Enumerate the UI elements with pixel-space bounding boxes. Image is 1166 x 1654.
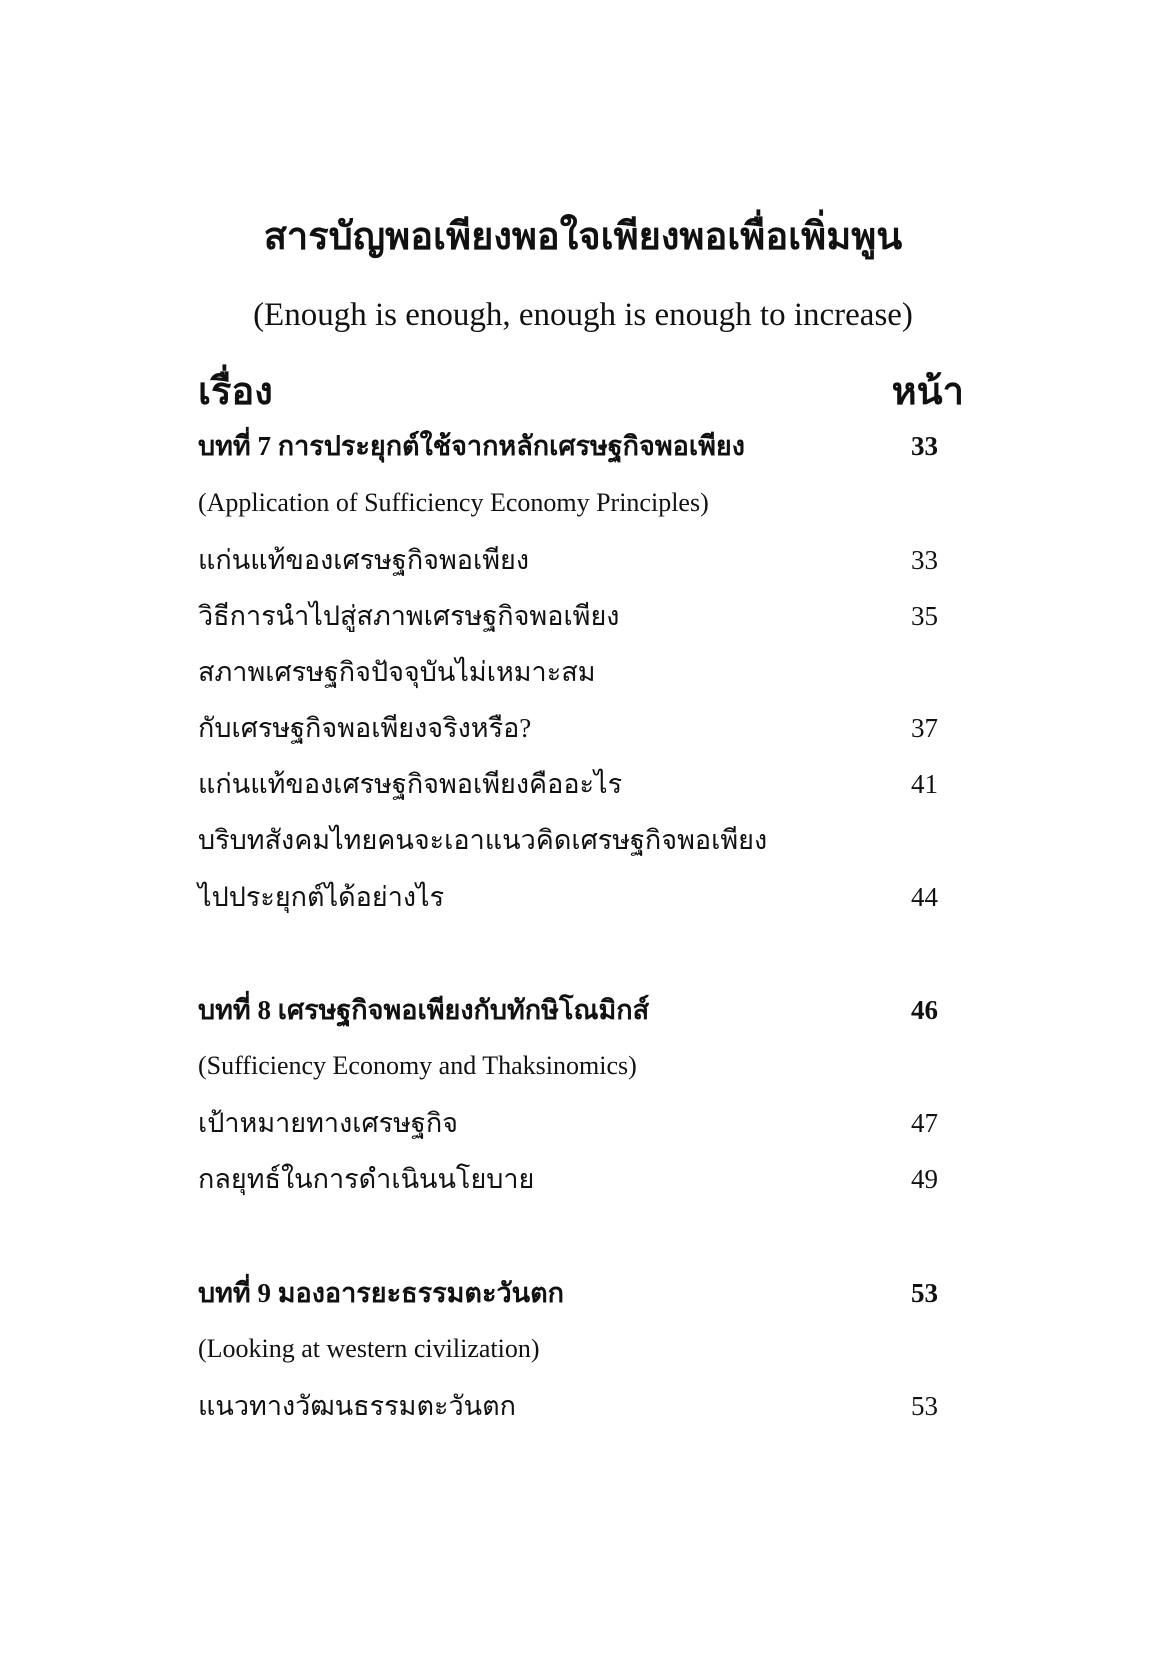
toc-page-number: 46 [911,995,938,1025]
toc-page-number: 33 [911,431,938,461]
toc-chapter-7 [198,426,938,466]
toc-page-number: 33 [911,545,938,575]
toc-entry [198,1159,938,1199]
toc-entry [198,596,938,636]
toc-entry [198,540,938,580]
page-subtitle: (Enough is enough, enough is enough to increase) [253,297,913,333]
toc-entry-text: บทที่ 8 เศรษฐกิจพอเพียงกับทักษิโณมิกส์ [198,995,650,1025]
toc-entry [198,877,938,917]
toc-entry-text: กับเศรษฐกิจพอเพียงจริงหรือ? [198,713,532,743]
toc-entry-text: แก่นแท้ของเศรษฐกิจพอเพียงคืออะไร [198,769,623,799]
toc-entry-text: บริบทสังคมไทยคนจะเอาแนวคิดเศรษฐกิจพอเพียง [198,825,768,855]
toc-chapter-8-english [198,1046,938,1086]
toc-chapter-8 [198,990,938,1030]
toc-page-number: 49 [911,1164,938,1194]
toc-page-number: 35 [911,601,938,631]
toc-chapter-9 [198,1273,938,1313]
page-title: สารบัญพอเพียงพอใจเพียงพอเพื่อเพิ่มพูน [263,216,903,258]
toc-entry [198,1386,938,1426]
toc-entry-text: แก่นแท้ของเศรษฐกิจพอเพียง [198,545,530,575]
toc-entry-text: กลยุทธ์ในการดำเนินนโยบาย [198,1164,535,1194]
toc-entry-text: (Application of Sufficiency Economy Principles) [198,488,709,517]
toc-entry [198,1103,938,1143]
toc-page-number: 37 [911,713,938,743]
toc-entry-text: เป้าหมายทางเศรษฐกิจ [198,1108,458,1138]
toc-entry-text: สภาพเศรษฐกิจปัจจุบันไม่เหมาะสม [198,657,596,687]
topic-column-header: เรื่อง [198,371,273,413]
toc-entry-text: วิธีการนำไปสู่สภาพเศรษฐกิจพอเพียง [198,601,620,631]
toc-page-number: 53 [911,1391,938,1421]
page-column-header: หน้า [891,371,964,413]
toc-entry-text: (Looking at western civilization) [198,1334,540,1363]
toc-entry-text: ไปประยุกต์ได้อย่างไร [198,882,445,912]
toc-entry-text: บทที่ 9 มองอารยะธรรมตะวันตก [198,1278,564,1308]
toc-page-number: 41 [911,769,938,799]
toc-entry [198,820,938,860]
toc-entry [198,764,938,804]
toc-chapter-9-english [198,1329,938,1369]
toc-entry-text: (Sufficiency Economy and Thaksinomics) [198,1051,637,1080]
toc-entry-text: บทที่ 7 การประยุกต์ใช้จากหลักเศรษฐกิจพอเพียง [198,431,745,461]
toc-page-number: 47 [911,1108,938,1138]
toc-entry-text: แนวทางวัฒนธรรมตะวันตก [198,1391,516,1421]
toc-page-number: 44 [911,882,938,912]
toc-entry [198,708,938,748]
toc-entry [198,652,938,692]
toc-page-number: 53 [911,1278,938,1308]
toc-chapter-7-english [198,483,938,523]
